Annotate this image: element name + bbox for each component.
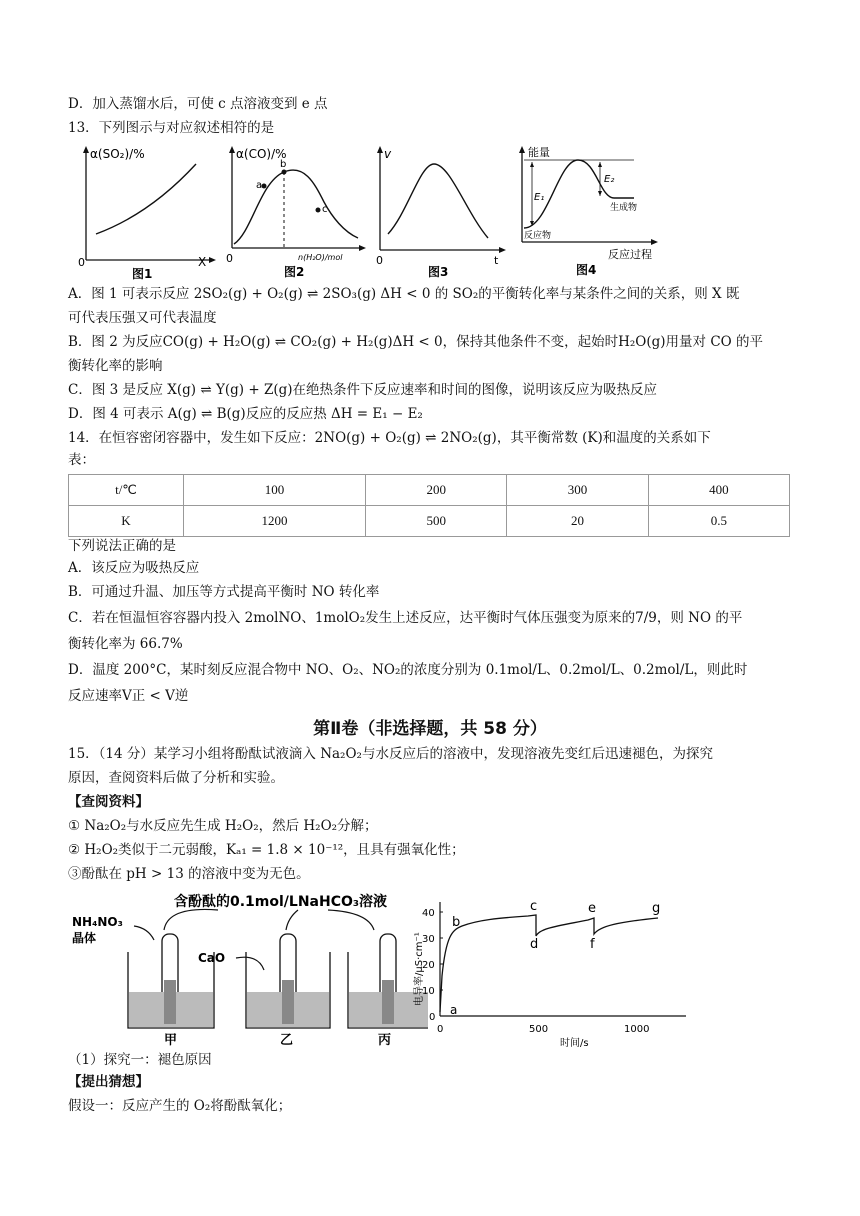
q13-option-c: C．图 3 是反应 X(g) ⇌ Y(g) + Z(g)在绝热条件下反应速率和时间的图像，说明该反应为吸热反应 <box>68 382 658 398</box>
cond-point-b: b <box>452 915 461 930</box>
equilibrium-constant-table <box>68 474 790 537</box>
heading-references: 【查阅资料】 <box>68 794 149 810</box>
graph-2-point-a: a <box>256 180 263 191</box>
q14-option-c-line1: C．若在恒温恒容容器内投入 2molNO、1molO₂发生上述反应，达平衡时气体压强变为原来的7/9，则 NO 的平 <box>68 610 743 626</box>
graph-1-origin: 0 <box>78 256 85 269</box>
cond-xtick: 500 <box>529 1024 549 1035</box>
graph-2-point-b: b <box>280 159 287 170</box>
table-cell: t/℃ <box>69 475 184 506</box>
q13-option-a-line2: 可代表压强又可代表温度 <box>68 310 217 326</box>
beaker-1-label: 甲 <box>164 1033 178 1048</box>
graph-4-product: 生成物 <box>610 203 638 213</box>
graph-1-xlabel: X <box>198 255 207 269</box>
graph-1-caption: 图1 <box>132 267 153 281</box>
apparatus-salt-label: NH₄NO₃ <box>72 915 123 929</box>
q14-option-c-line2: 衡转化率为 66.7% <box>68 636 183 652</box>
exploration-1: （1）探究一：褪色原因 <box>68 1052 212 1068</box>
graph-2-xlabel: n(H₂O)/mol <box>298 253 343 262</box>
apparatus-solution-label: 含酚酞的0.1mol/LNaHCO₃溶液 <box>174 894 388 910</box>
q13-option-d: D．图 4 可表示 A(g) ⇌ B(g)反应的反应热 ΔH = E₁ − E₂ <box>68 406 423 422</box>
cond-point-a: a <box>450 1003 458 1017</box>
table-cell: 400 <box>648 475 789 506</box>
graph-2-point-c: c <box>322 204 328 215</box>
graph-4-xlabel: 反应过程 <box>608 248 652 261</box>
graph-3-ylabel: v <box>384 147 392 161</box>
q14-option-d-line2: 反应速率V正 < V逆 <box>68 688 189 704</box>
cond-ylabel: 电导率/μS·cm⁻¹ <box>414 932 425 1006</box>
graph-2 <box>222 142 372 284</box>
table-cell: 1200 <box>184 506 366 537</box>
cond-ytick: 40 <box>422 908 435 919</box>
table-cell: 200 <box>366 475 507 506</box>
graph-4-ylabel: 能量 <box>528 146 550 159</box>
graph-3-xlabel: t <box>494 254 499 267</box>
graph-4 <box>514 142 674 284</box>
table-cell: 20 <box>507 506 648 537</box>
table-cell: 100 <box>184 475 366 506</box>
heading-hypothesis: 【提出猜想】 <box>68 1074 149 1090</box>
q13-option-b-line1: B．图 2 为反应CO(g) + H₂O(g) ⇌ CO₂(g) + H₂(g)ΔH < 0，保持其他条件不变，起始时H₂O(g)用量对 CO 的平 <box>68 334 764 350</box>
cond-point-c: c <box>530 899 538 914</box>
table-cell: 500 <box>366 506 507 537</box>
graph-3-caption: 图3 <box>428 265 449 279</box>
cond-xlabel: 时间/s <box>560 1038 589 1049</box>
q12-option-d: D．加入蒸馏水后，可使 c 点溶液变到 e 点 <box>68 96 328 112</box>
table-row <box>69 475 790 506</box>
q14-option-b: B．可通过升温、加压等方式提高平衡时 NO 转化率 <box>68 584 380 600</box>
beaker-2-label: 乙 <box>280 1033 294 1048</box>
cond-point-e: e <box>588 901 596 916</box>
graph-2-ylabel: α(CO)/% <box>236 147 287 161</box>
table-cell: K <box>69 506 184 537</box>
graph-3 <box>374 142 514 284</box>
graph-3-origin: 0 <box>376 254 383 267</box>
cond-ytick: 0 <box>429 1012 436 1023</box>
cond-point-g: g <box>652 901 661 916</box>
q14-prompt: 下列说法正确的是 <box>68 538 176 554</box>
q13-stem: 13．下列图示与对应叙述相符的是 <box>68 120 275 136</box>
table-row <box>69 506 790 537</box>
cond-point-d: d <box>530 937 539 952</box>
apparatus-figure <box>68 888 428 1048</box>
q14-option-a: A．该反应为吸热反应 <box>68 560 200 576</box>
table-cell: 300 <box>507 475 648 506</box>
q14-stem-line2: 表： <box>68 452 95 468</box>
reference-3: ③酚酞在 pH > 13 的溶液中变为无色。 <box>68 866 310 882</box>
q13-option-b-line2: 衡转化率的影响 <box>68 358 163 374</box>
table-cell: 0.5 <box>648 506 789 537</box>
beaker-3-label: 丙 <box>378 1033 392 1048</box>
graph-4-reactant: 反应物 <box>524 231 552 241</box>
reference-1: ① Na₂O₂与水反应先生成 H₂O₂，然后 H₂O₂分解； <box>68 818 378 834</box>
cond-xtick: 0 <box>437 1024 444 1035</box>
apparatus-salt-label-2: 晶体 <box>72 931 97 945</box>
cond-ytick: 30 <box>422 934 435 945</box>
q15-stem-line1: 15．（14 分）某学习小组将酚酞试液滴入 Na₂O₂与水反应后的溶液中，发现溶液先变红后迅速褪色，为探究 <box>68 746 713 762</box>
q15-stem-line2: 原因，查阅资料后做了分析和实验。 <box>68 770 284 786</box>
cond-point-f: f <box>590 937 595 952</box>
cond-xtick: 1000 <box>624 1024 650 1035</box>
cond-ytick: 20 <box>422 960 435 971</box>
q13-option-a-line1: A．图 1 可表示反应 2SO₂(g) + O₂(g) ⇌ 2SO₃(g) ΔH < 0 的 SO₂的平衡转化率与某条件之间的关系，则 X 既 <box>68 286 740 302</box>
graph-1 <box>70 142 220 284</box>
graph-2-origin: 0 <box>226 252 233 265</box>
q14-option-d-line1: D．温度 200°C，某时刻反应混合物中 NO、O₂、NO₂的浓度分别为 0.1mol/L、0.2mol/L、0.2mol/L，则此时 <box>68 662 748 678</box>
q14-stem-line1: 14．在恒容密闭容器中，发生如下反应：2NO(g) + O₂(g) ⇌ 2NO₂(g)，其平衡常数 (K)和温度的关系如下 <box>68 430 711 446</box>
conductivity-chart <box>408 896 698 1056</box>
graph-2-caption: 图2 <box>284 265 305 279</box>
hypothesis-1: 假设一：反应产生的 O₂将酚酞氧化； <box>68 1098 292 1114</box>
apparatus-cao-label: CaO <box>198 951 226 965</box>
graph-1-ylabel: α(SO₂)/% <box>90 147 145 161</box>
cond-ytick: 10 <box>422 986 435 997</box>
graph-4-caption: 图4 <box>576 263 597 277</box>
section-title: 第Ⅱ卷（非选择题，共 58 分） <box>313 719 547 739</box>
graph-4-e2: E₂ <box>604 174 615 185</box>
graph-4-e1: E₁ <box>534 192 545 203</box>
reference-2: ② H₂O₂类似于二元弱酸，Kₐ₁ = 1.8 × 10⁻¹²，且具有强氧化性； <box>68 842 465 858</box>
